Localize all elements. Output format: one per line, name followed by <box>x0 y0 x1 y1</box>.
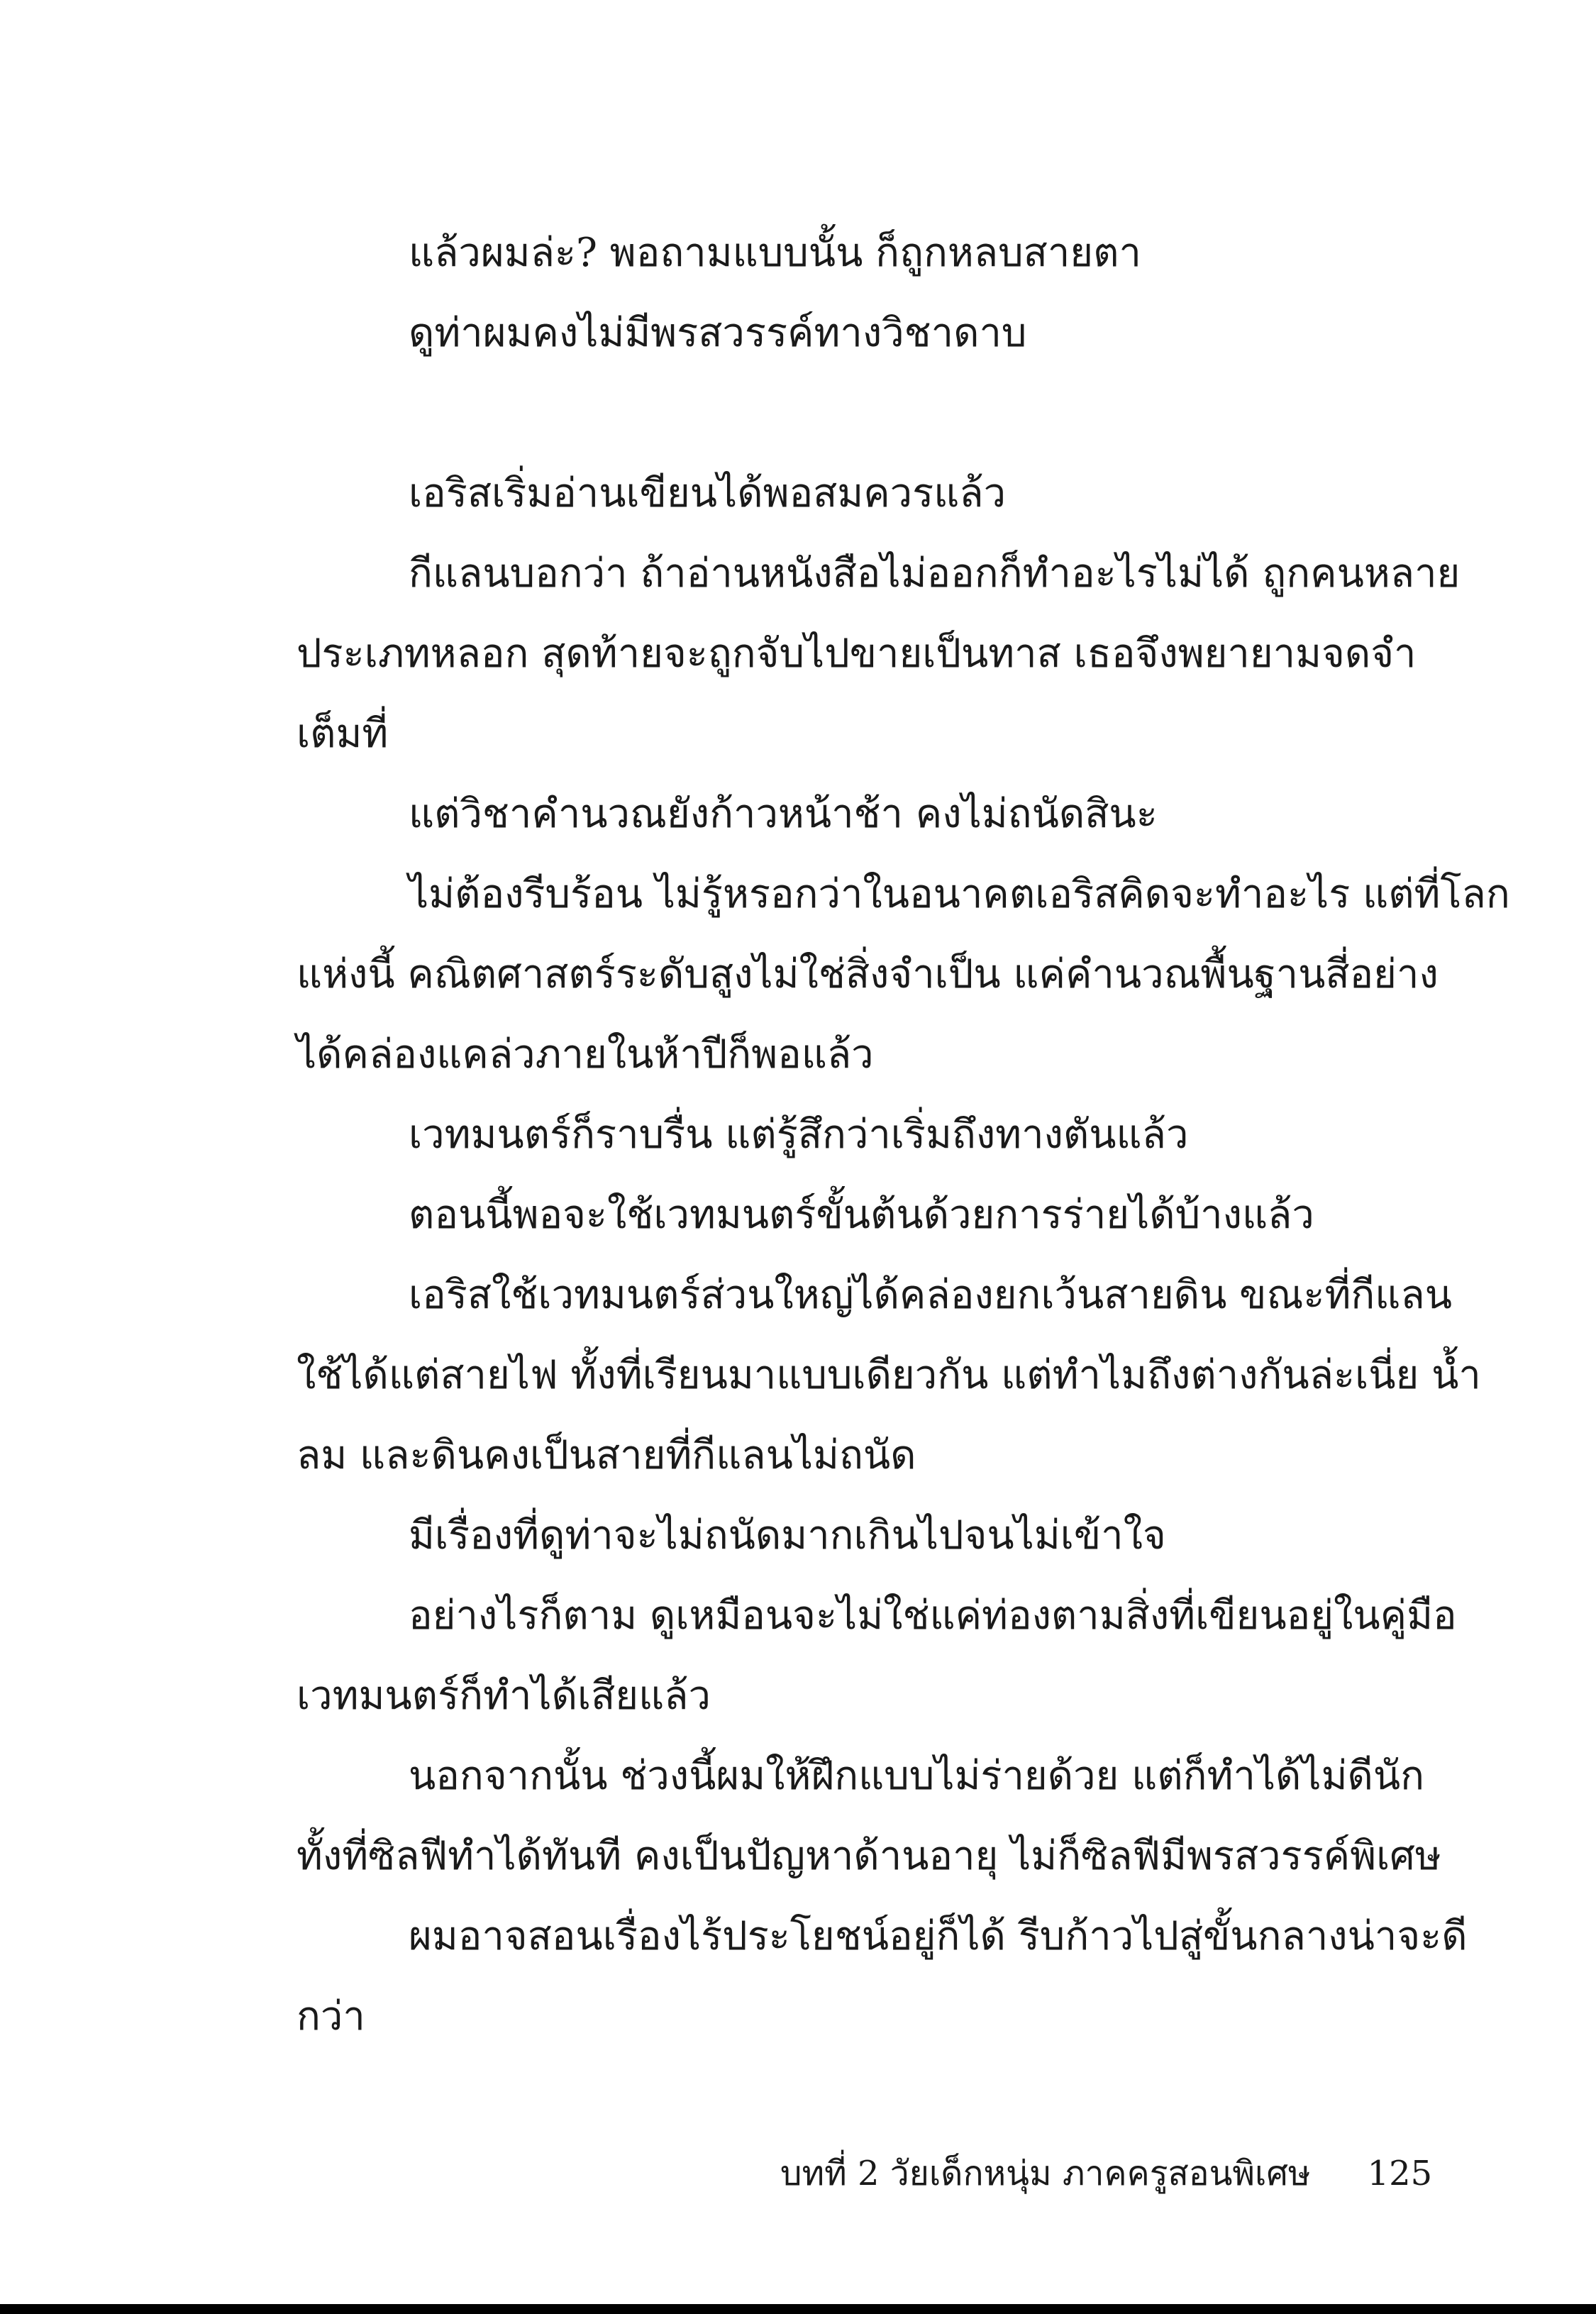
paragraph-line: แล้วผมล่ะ? พอถามแบบนั้น ก็ถูกหลบสายตา <box>409 230 1141 276</box>
paragraph-line: ใช้ได้แต่สายไฟ ทั้งที่เรียนมาแบบเดียวกัน แต่ทำไมถึงต่างกันล่ะเนี่ย น้ำ <box>297 1352 1481 1398</box>
section-break <box>297 373 1397 453</box>
paragraph-line: เวทมนตร์ก็ทำได้เสียแล้ว <box>297 1673 711 1719</box>
paragraph-line: ดูท่าผมคงไม่มีพรสวรรค์ทางวิชาดาบ <box>409 310 1027 356</box>
paragraph-line: นอกจากนั้น ช่วงนี้ผมให้ฝึกแบบไม่ร่ายด้วย แต่ก็ทำได้ไม่ดีนัก <box>409 1753 1425 1799</box>
paragraph-line: ผมอาจสอนเรื่องไร้ประโยชน์อยู่ก็ได้ รีบก้าวไปสู่ขั้นกลางน่าจะดี <box>409 1913 1468 1959</box>
paragraph-line: ทั้งที่ซิลฟีทำได้ทันที คงเป็นปัญหาด้านอายุ ไม่ก็ซิลฟีมีพรสวรรค์พิเศษ <box>297 1833 1441 1879</box>
paragraph-line: เต็มที่ <box>297 711 389 757</box>
paragraph-line: แห่งนี้ คณิตศาสตร์ระดับสูงไม่ใช่สิ่งจำเป็น แค่คำนวณพื้นฐานสี่อย่าง <box>297 951 1439 997</box>
paragraph-line: เอริสใช้เวทมนตร์ส่วนใหญ่ได้คล่องยกเว้นสายดิน ขณะที่กีแลน <box>409 1272 1452 1318</box>
paragraph-line: ได้คล่องแคล่วภายในห้าปีก็พอแล้ว <box>297 1031 874 1078</box>
paragraph-line: ไม่ต้องรีบร้อน ไม่รู้หรอกว่าในอนาคตเอริสคิดจะทำอะไร แต่ที่โลก <box>409 871 1510 917</box>
chapter-title: บทที่ 2 วัยเด็กหนุ่ม ภาคครูสอนพิเศษ <box>780 2154 1311 2193</box>
paragraph-line: กว่า <box>297 1993 365 2039</box>
paragraph-line: ตอนนี้พอจะใช้เวทมนตร์ขั้นต้นด้วยการร่ายได้บ้างแล้ว <box>409 1192 1314 1238</box>
paragraph-line: เวทมนตร์ก็ราบรื่น แต่รู้สึกว่าเริ่มถึงทางตันแล้ว <box>409 1112 1189 1158</box>
bottom-border <box>0 2304 1596 2314</box>
paragraph-line: มีเรื่องที่ดูท่าจะไม่ถนัดมากเกินไปจนไม่เข้าใจ <box>409 1512 1166 1559</box>
paragraph-line: เอริสเริ่มอ่านเขียนได้พอสมควรแล้ว <box>409 470 1007 516</box>
paragraph-line: แต่วิชาคำนวณยังก้าวหน้าช้า คงไม่ถนัดสินะ <box>409 791 1158 837</box>
paragraph-line: ประเภทหลอก สุดท้ายจะถูกจับไปขายเป็นทาส เธอจึงพยายามจดจำ <box>297 631 1417 677</box>
page-number: 125 <box>1367 2154 1433 2193</box>
page-footer <box>780 2151 1433 2196</box>
paragraph-line: กีแลนบอกว่า ถ้าอ่านหนังสือไม่ออกก็ทำอะไรไม่ได้ ถูกคนหลาย <box>409 550 1461 597</box>
paragraph-line: อย่างไรก็ตาม ดูเหมือนจะไม่ใช่แค่ท่องตามสิ่งที่เขียนอยู่ในคู่มือ <box>409 1593 1457 1639</box>
paragraph-line: ลม และดินคงเป็นสายที่กีแลนไม่ถนัด <box>297 1432 916 1478</box>
body-text <box>297 213 1510 2056</box>
